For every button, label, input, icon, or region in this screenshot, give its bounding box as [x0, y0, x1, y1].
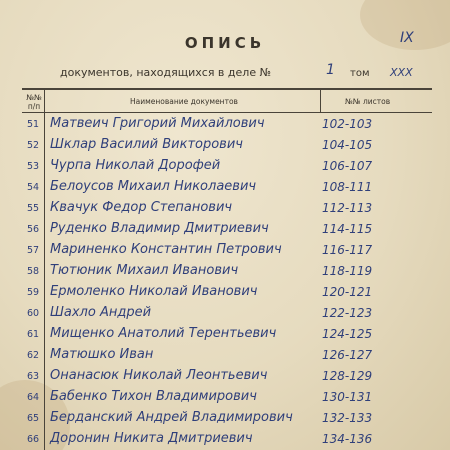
row-name: Руденко Владимир Дмитриевич: [50, 221, 269, 236]
row-name: Матвеич Григорий Михайлович: [50, 116, 265, 131]
row-name: Тютюник Михаил Иванович: [50, 263, 239, 278]
row-name: Белоусов Михаил Николаевич: [50, 179, 257, 194]
row-sheets: 124-125: [322, 327, 373, 341]
column-header-name: Наименование документов: [130, 97, 238, 106]
column-divider: [320, 88, 321, 112]
row-name: Ермоленко Николай Иванович: [50, 284, 258, 299]
row-sheets: 102-103: [322, 117, 373, 131]
row-name: Шклар Василий Викторович: [50, 137, 243, 152]
row-name: Квачук Федор Степанович: [50, 200, 233, 215]
row-name: Шахло Андрей: [50, 305, 152, 320]
row-number: 55: [26, 203, 40, 214]
row-name: Мищенко Анатолий Терентьевич: [50, 326, 277, 341]
row-number: 61: [26, 329, 40, 340]
row-number: 59: [26, 287, 40, 298]
row-sheets: 118-119: [322, 264, 373, 278]
column-header-number: №№ п/п: [26, 93, 42, 111]
row-number: 66: [26, 434, 40, 445]
row-sheets: 108-111: [322, 180, 373, 194]
corner-mark: IX: [400, 30, 414, 46]
delo-number: 1: [326, 62, 335, 78]
row-name: Берданский Андрей Владимирович: [50, 410, 293, 425]
row-number: 58: [26, 266, 40, 277]
document-subtitle: документов, находящихся в деле №: [60, 66, 272, 79]
row-number: 65: [26, 413, 40, 424]
row-name: Доронин Никита Дмитриевич: [50, 431, 253, 446]
row-sheets: 122-123: [322, 306, 373, 320]
row-number: 63: [26, 371, 40, 382]
tom-label: том: [350, 68, 370, 79]
row-name: Онанасюк Николай Леонтьевич: [50, 368, 268, 383]
row-number: 53: [26, 161, 40, 172]
row-sheets: 104-105: [322, 138, 373, 152]
table-top-rule: [22, 88, 432, 90]
table-row: [22, 431, 442, 450]
row-number: 60: [26, 308, 40, 319]
tom-number: XXX: [390, 66, 413, 79]
row-sheets: 112-113: [322, 201, 373, 215]
row-number: 52: [26, 140, 40, 151]
row-sheets: 126-127: [322, 348, 373, 362]
row-name: Бабенко Тихон Владимирович: [50, 389, 257, 404]
row-sheets: 106-107: [322, 159, 373, 173]
row-number: 54: [26, 182, 40, 193]
row-number: 62: [26, 350, 40, 361]
row-name: Мариненко Константин Петрович: [50, 242, 282, 257]
row-name: Чурпа Николай Дорофей: [50, 158, 221, 173]
row-sheets: 134-136: [322, 432, 373, 446]
row-sheets: 116-117: [322, 243, 373, 257]
column-header-sheets: №№ листов: [345, 97, 391, 106]
row-sheets: 114-115: [322, 222, 373, 236]
row-sheets: 130-131: [322, 390, 373, 404]
row-number: 57: [26, 245, 40, 256]
row-number: 56: [26, 224, 40, 235]
row-number: 51: [26, 119, 40, 130]
row-name: Матюшко Иван: [50, 347, 154, 362]
row-number: 64: [26, 392, 40, 403]
table-header-rule: [22, 112, 432, 113]
row-sheets: 132-133: [322, 411, 373, 425]
row-sheets: 128-129: [322, 369, 373, 383]
document-title: ОПИСЬ: [184, 34, 266, 52]
row-sheets: 120-121: [322, 285, 373, 299]
